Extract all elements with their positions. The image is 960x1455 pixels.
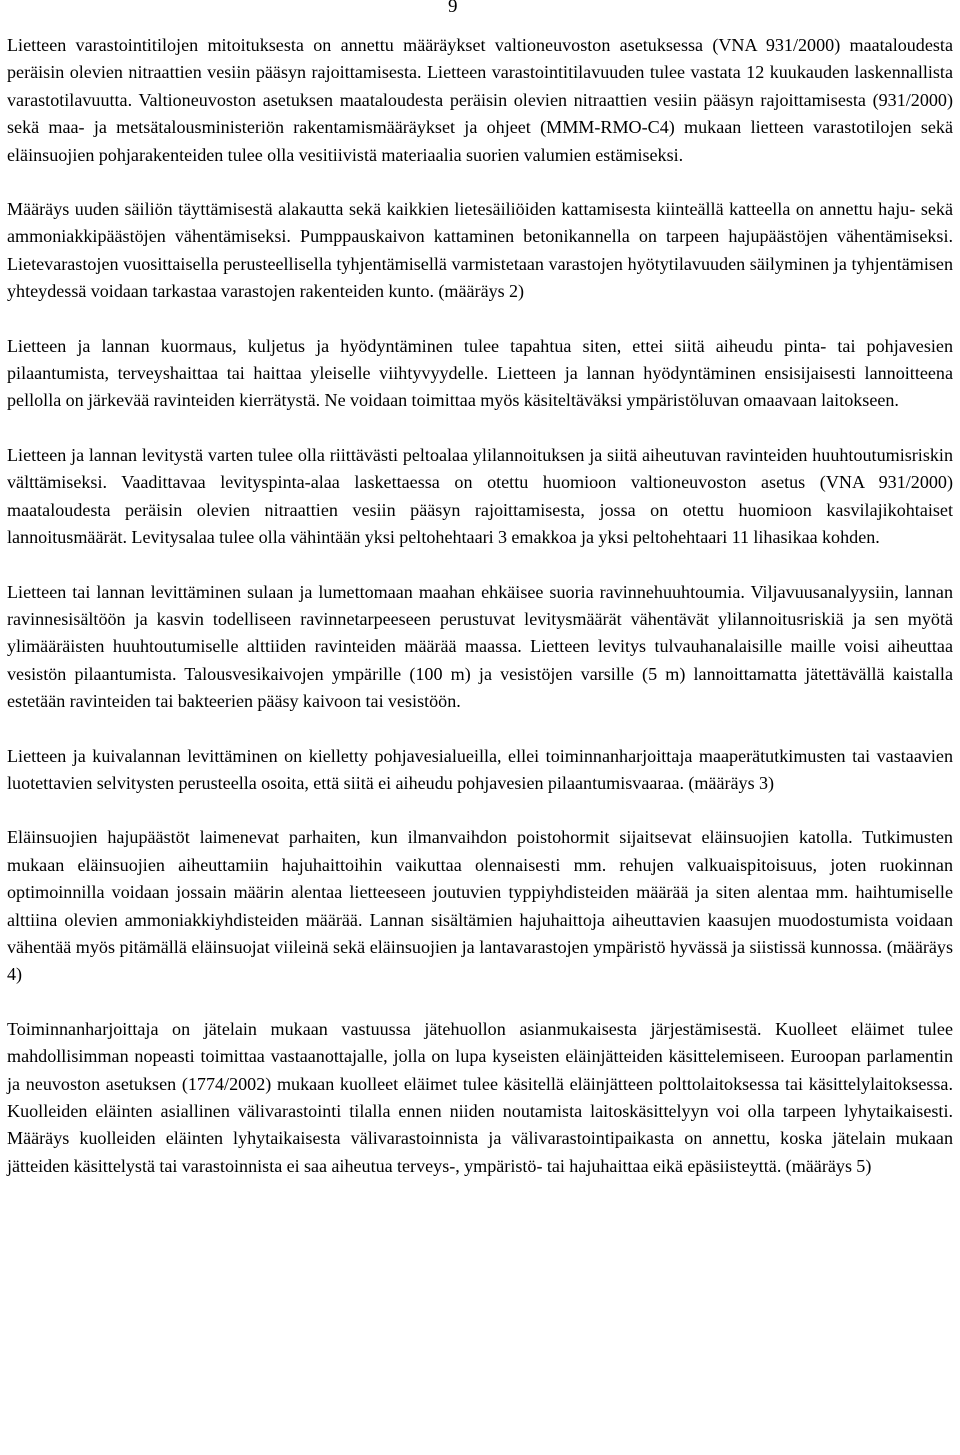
paragraph-text: Lietteen tai lannan levittäminen sulaan ja lumettomaan maahan ehkäisee suoria ravinnehuuhtoumia. [7, 581, 745, 602]
paragraph-text: Valtioneuvoston asetuksen maataloudesta peräisin olevien nitraattien vesiin pääsyn rajoittamisesta (931/2000) sekä maa- ja metsätalousministeriön rakentamismääräykset ja ohjeet (MMM-RMO-C4) mukaan lietteen varastotilojen sekä eläinsuojien pohjarakenteiden tulee olla vesitiivistä materiaalia suorien valumien estämiseksi. [7, 89, 954, 165]
page-number: 9 [448, 0, 458, 17]
paragraph-text: Lannan sisältämien hajuhaittoja aiheuttavien kaasujen muodostumista voidaan vähentää myös pitämällä eläinsuojat viileinä sekä eläinsuojien ja lantavarastojen ympäristö hyvässä ja siistissä kunnossa. (määräys 4) [7, 909, 953, 985]
paragraph-text: Levitysalaa tulee olla vähintään yksi peltohehtaari 3 emakkoa ja yksi peltohehtaari 11 lihasikaa kohden. [131, 527, 880, 548]
paragraph-text: Tutkimusten mukaan eläinsuojien aiheuttamiin hajuhaittoihin vaikuttaa olennaisesti mm. rehujen valkuaispitoisuus, joten ruokinnan optimoinnilla voidaan jossain määrin alentaa lietteeseen joutuvien typpiyhdisteiden määrää ja siten alentaa mm. haihtumiselle alttiina olevien ammoniakkiyhdisteiden määrää. [7, 827, 953, 930]
paragraph-text: Lietteen ja lannan hyödyntäminen ensisijaisesti lannoitteena pellolla on järkevää ravinteiden kierrätystä. [7, 363, 953, 411]
paragraph-text: Lietteen varastointitilojen mitoituksesta on annettu määräykset valtioneuvoston asetuksessa (VNA 931/2000) maataloudesta peräisin olevien nitraattien vesiin pääsyn rajoittamisesta. [7, 35, 953, 83]
paragraph-text: Lietevarastojen vuosittaisella perusteellisella tyhjentämisellä varmistetaan varastojen hyötytilavuuden säilyminen ja tyhjentämisen yhteydessä voidaan tarkastaa varastojen rakenteiden kunto. (määräys 2) [7, 253, 953, 302]
document-body [7, 32, 953, 1207]
paragraph-manure-storage [7, 32, 953, 169]
paragraph-text: Lietteen levitys tulvauhanalaisille maille voisi aiheuttaa vesistön pilaantumista. [7, 636, 953, 684]
paragraph-spreading-conditions [7, 579, 953, 716]
paragraph-text: Kuolleiden eläinten asiallinen välivarastointi tilalla ennen niiden noutamista laitoskäsittelyyn voi olla tarpeen lyhytaikaisesti. [7, 1101, 953, 1121]
paragraph-text: Määräys kuolleiden eläinten lyhytaikaisesta välivarastoinnista ja välivarastointipaikasta on annettu, koska jätelain mukaan jätteiden käsittelystä tai varastoinnista ei saa aiheutua terveys-, ympäristö- tai hajuhaittaa eikä epäsiisteyttä. (määräys 5) [7, 1128, 953, 1176]
paragraph-waste-management [7, 1016, 953, 1180]
paragraph-text: Pumppauskaivon kattaminen betonikannella on tarpeen hajupäästöjen vähentämiseksi. [300, 226, 953, 247]
paragraph-groundwater-areas [7, 743, 953, 798]
paragraph-text: Lietteen varastointitilavuuden tulee vastata 12 kuukauden laskennallista varastotilavuutta. [7, 62, 953, 110]
paragraph-text: Lietteen ja lannan kuormaus, kuljetus ja hyödyntäminen tulee tapahtua siten, ettei siitä aiheudu pinta- tai pohjavesien pilaantumista, terveyshaittaa tai haittaa yleiselle viihtyvyydelle. [7, 335, 953, 384]
paragraph-text: Viljavuusanalyysiin, lannan ravinnesisältöön ja kasvin todelliseen ravinnetarpeeseen perustuvat levitysmäärät vähentävät ylilannoitusriskiä ja sen myötä ylimääräisten huuhtoutumiselle alttiiden ravinteiden määrää maassa. [7, 581, 953, 657]
paragraph-text: Vaadittavaa levityspinta-alaa laskettaessa on otettu huomioon valtioneuvoston asetus (VNA 931/2000) maataloudesta peräisin olevien nitraattien vesiin pääsyn rajoittamisesta, jossa on otettu huomioon kasvilajikohtaiset lannoitusmäärät. [7, 472, 954, 548]
paragraph-odour-emissions [7, 824, 953, 988]
paragraph-spreading-area [7, 442, 953, 552]
paragraph-manure-transport [7, 333, 953, 415]
paragraph-text: Euroopan parlamentin ja neuvoston asetuksen (1774/2002) mukaan kuolleet eläimet tulee käsitellä eläinjätteen polttolaitoksessa tai käsittelylaitoksessa. [7, 1046, 953, 1094]
paragraph-text: Määräys uuden säiliön täyttämisestä alakautta sekä kaikkien lietesäiliöiden kattamisesta kiinteällä katteella on annettu haju- sekä ammoniakkipäästöjen vähentämiseksi. [7, 199, 953, 247]
paragraph-text: Toiminnanharjoittaja on jätelain mukaan vastuussa jätehuollon asianmukaisesta järjestämisestä. [7, 1018, 762, 1039]
paragraph-tank-covering [7, 196, 953, 306]
paragraph-text: Kuolleet eläimet tulee mahdollisimman nopeasti toimittaa vastaanottajalle, jolla on lupa kyseisten eläinjätteiden käsittelemiseen. [7, 1018, 953, 1067]
paragraph-text: Lietteen ja lannan levitystä varten tulee olla riittävästi peltoalaa ylilannoituksen ja siitä aiheutuvan ravinteiden huuhtoutumisriskin välttämiseksi. [7, 444, 953, 493]
paragraph-text: Eläinsuojien hajupäästöt laimenevat parhaiten, kun ilmanvaihdon poistohormit sijaitsevat eläinsuojien katolla. [7, 827, 853, 848]
paragraph-text: Talousvesikaivojen ympärille (100 m) ja vesistöjen varsille (5 m) lannoittamatta jätettävällä kaistalla estetään ravinteiden tai bakteerien pääsy kaivoon tai vesistöön. [7, 663, 953, 712]
paragraph-text: Lietteen ja kuivalannan levittäminen on kielletty pohjavesialueilla, ellei toiminnanharjoittaja maaperätutkimusten tai vastaavien luotettavien selvitysten perusteella osoita, että siitä ei aiheudu pohjavesien pilaantumisvaaraa. (määräys 3) [7, 745, 953, 793]
paragraph-text: Ne voidaan toimittaa myös käsiteltäväksi ympäristöluvan omaavaan laitokseen. [324, 390, 899, 411]
